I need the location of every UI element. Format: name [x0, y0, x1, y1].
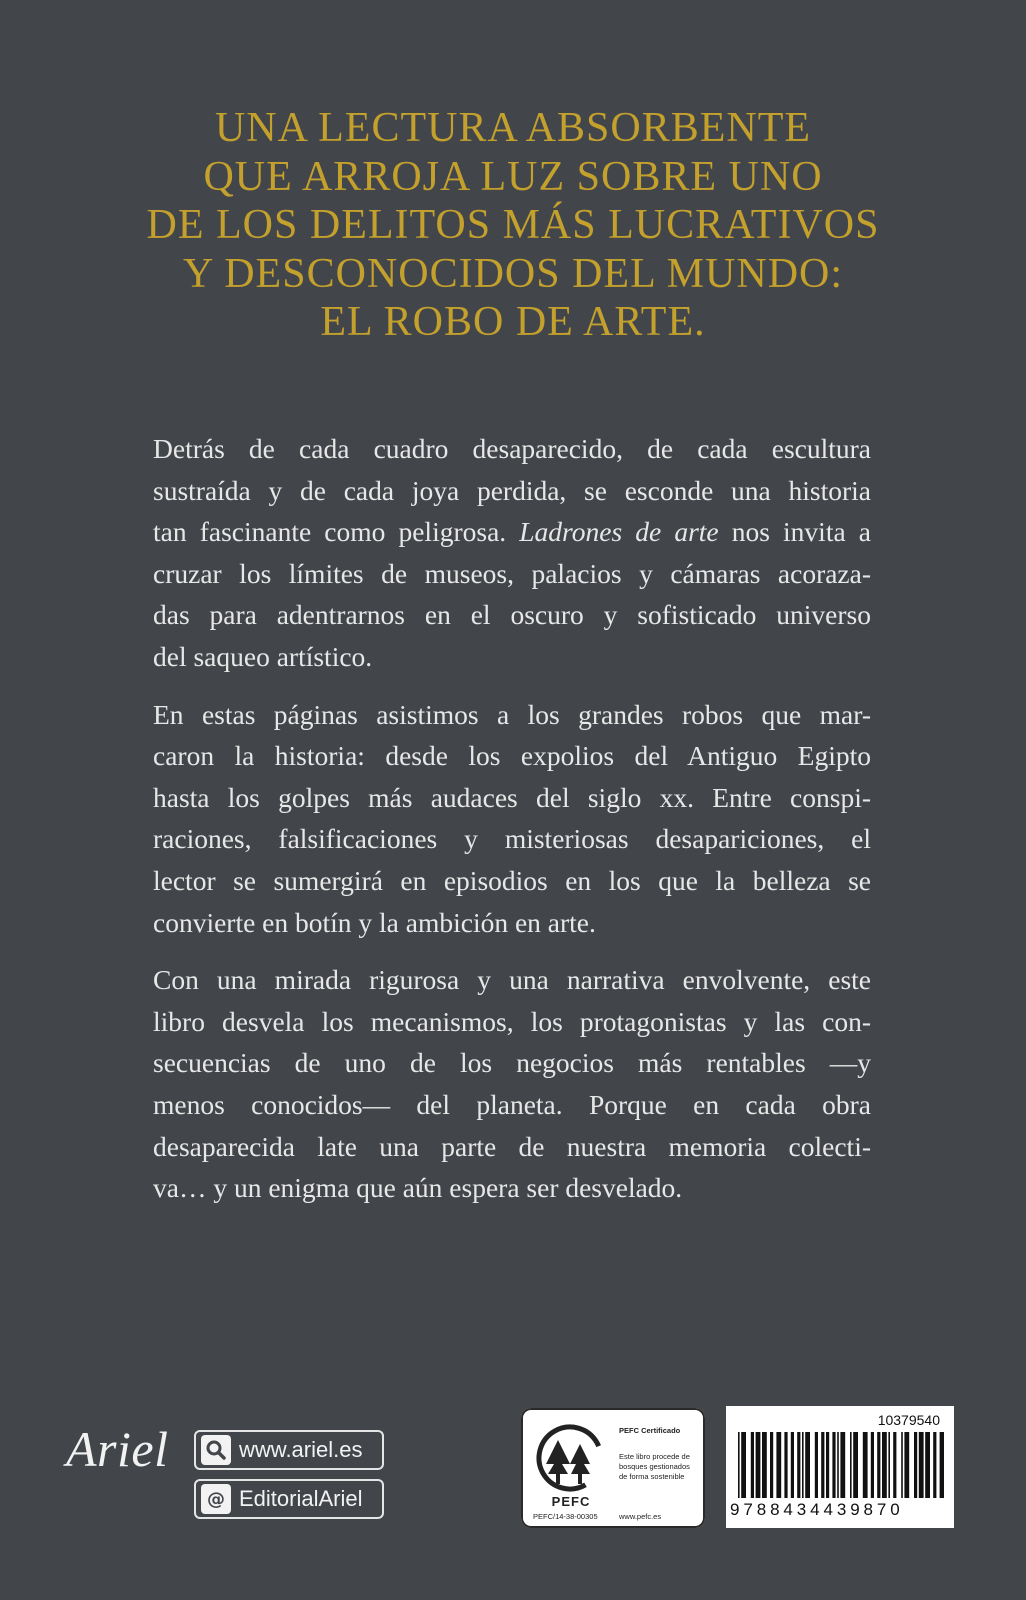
barcode-bar: [882, 1432, 887, 1498]
barcode-bar: [751, 1432, 754, 1498]
barcode-bar: [871, 1432, 874, 1498]
barcode-bar: [840, 1432, 845, 1498]
website-link[interactable]: [194, 1430, 384, 1470]
text-line: libro desvela los mecanismos, los protagonistas y las con-: [153, 1005, 871, 1037]
text-line: sustraída y de cada joya perdida, se esconde una historia: [153, 474, 871, 506]
pefc-title: PEFC Certificado: [619, 1426, 681, 1435]
barcode-bar: [797, 1432, 800, 1498]
social-label: EditorialAriel: [239, 1486, 363, 1511]
headline-line: DE LOS DELITOS MÁS LUCRATIVOS: [146, 202, 880, 248]
headline-line: QUE ARROJA LUZ SOBRE UNO: [203, 153, 823, 200]
barcode-bar: [815, 1432, 818, 1498]
barcode-bar: [826, 1432, 829, 1498]
product-reference-number: 10379540: [877, 1412, 940, 1428]
blurb: [153, 428, 871, 1209]
isbn-digits: 9788434439870: [730, 1500, 904, 1519]
text-line: menos conocidos— del planeta. Porque en cada obra: [153, 1088, 871, 1120]
text-line: va… y un enigma que aún espera ser desvelado.: [153, 1172, 683, 1204]
barcode-bar: [914, 1432, 917, 1498]
text-line: hasta los golpes más audaces del siglo xx. Entre conspi-: [153, 781, 871, 813]
at-sign-icon: [201, 1484, 231, 1514]
paragraph-3: [153, 959, 871, 1209]
svg-text:@: @: [207, 1489, 225, 1510]
barcode-bar: [756, 1432, 761, 1498]
barcode-bar: [821, 1432, 824, 1498]
pefc-url: www.pefc.es: [619, 1512, 662, 1521]
text-line: secuencias de uno de los negocios más rentables —y: [153, 1047, 871, 1079]
barcode-bar: [933, 1432, 936, 1498]
barcode-bar: [741, 1432, 746, 1498]
paragraph-2: [153, 694, 871, 944]
text-line: das para adentrarnos en el oscuro y sofisticado universo: [153, 599, 871, 631]
barcode-bar: [776, 1432, 781, 1498]
pefc-trees-icon: [534, 1422, 606, 1494]
barcode-bar: [805, 1432, 810, 1498]
barcode-label: [726, 1406, 954, 1528]
barcode-bar: [738, 1432, 740, 1498]
barcode-bar: [791, 1432, 794, 1498]
text-line: lector se sumergirá en episodios en los que la belleza se: [153, 864, 871, 896]
text-line: [153, 511, 871, 553]
headline-line: UNA LECTURA ABSORBENTE: [214, 105, 812, 151]
website-label: www.ariel.es: [239, 1437, 363, 1462]
barcode-bar: [877, 1432, 880, 1498]
publisher-logo: Ariel: [66, 1421, 169, 1477]
paragraph-1: [153, 428, 871, 678]
barcode-bar: [802, 1432, 804, 1498]
text-line: convierte en botín y la ambición en arte.: [153, 906, 596, 938]
search-icon: [201, 1435, 231, 1465]
text-line: En estas páginas asistimos a los grandes robos que mar-: [153, 698, 871, 730]
text-run: nos invita a: [718, 516, 871, 548]
headline-line: Y DESCONOCIDOS DEL MUNDO:: [182, 250, 844, 297]
barcode-bar: [925, 1432, 930, 1498]
text-run: tan fascinante como peligrosa.: [153, 516, 520, 548]
pefc-license-code: PEFC/14-38-00305: [533, 1512, 598, 1521]
pefc-certification-label: [521, 1408, 705, 1528]
barcode-bar: [901, 1432, 903, 1498]
headline: [60, 104, 966, 347]
social-handle-link[interactable]: [194, 1479, 384, 1519]
barcode-icon: [736, 1432, 944, 1500]
barcode-bar: [940, 1432, 944, 1498]
text-line: raciones, falsificaciones y misteriosas desapariciones, el: [153, 823, 871, 855]
pefc-description: Este libro procede de bosques gestionados de forma sostenible: [619, 1452, 690, 1481]
barcode-bar: [837, 1432, 839, 1498]
text-line: Detrás de cada cuadro desaparecido, de cada escultura: [153, 433, 871, 464]
pefc-wordmark: PEFC: [551, 1494, 591, 1509]
text-line: desaparecida late una parte de nuestra memoria colecti-: [153, 1130, 871, 1162]
barcode-bar: [863, 1432, 868, 1498]
text-line: Con una mirada rigurosa y una narrativa envolvente, este: [153, 964, 871, 996]
barcode-bar: [919, 1432, 924, 1498]
barcode-bar: [853, 1432, 858, 1498]
barcode-bar: [888, 1432, 890, 1498]
barcode-bar: [770, 1432, 773, 1498]
text-line: caron la historia: desde los expolios del Antiguo Egipto: [153, 740, 871, 772]
book-title: Ladrones de arte: [519, 516, 719, 548]
barcode-bar: [893, 1432, 896, 1498]
barcode-bar: [904, 1432, 909, 1498]
text-line: cruzar los límites de museos, palacios y cámaras acoraza-: [153, 557, 871, 589]
barcode-bar: [762, 1432, 767, 1498]
barcode-bar: [784, 1432, 787, 1498]
headline-line: EL ROBO DE ARTE.: [320, 299, 706, 345]
barcode-bar: [832, 1432, 835, 1498]
barcode-bar: [850, 1432, 852, 1498]
text-line: del saqueo artístico.: [153, 640, 373, 672]
